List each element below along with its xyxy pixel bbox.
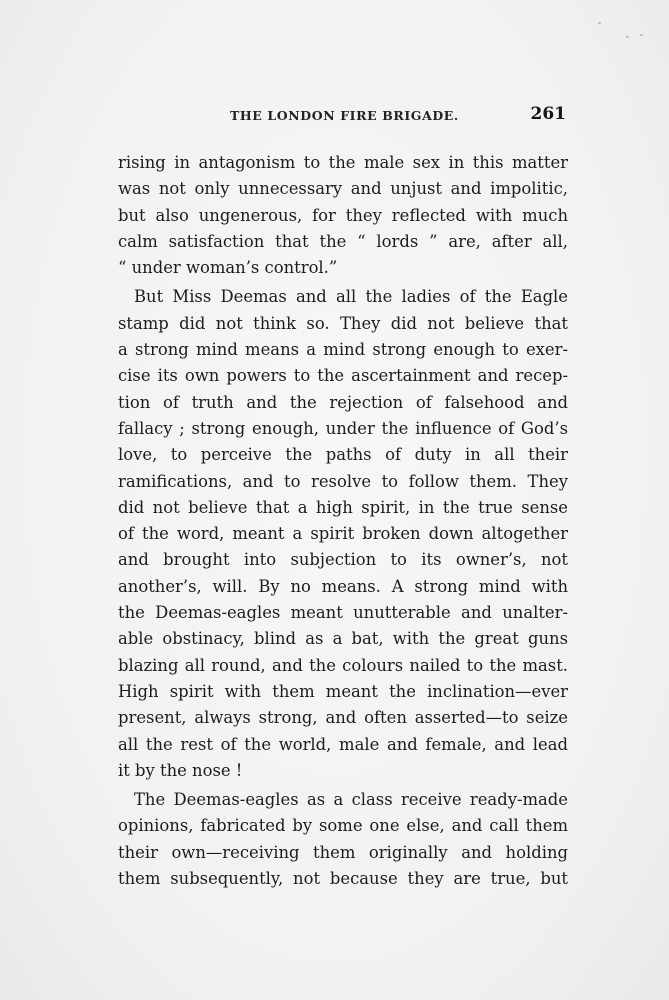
text-line: tion of truth and the rejection of falsehood and [118, 392, 568, 412]
text-line: blazing all round, and the colours nailed to the mast. [118, 655, 568, 675]
text-line: and brought into subjection to its owner’s, not [118, 550, 568, 570]
paper-speck [640, 34, 643, 36]
text-line: it by the nose ! [118, 760, 243, 780]
text-line: calm satisfaction that the “ lords ” are, after all, [118, 231, 568, 251]
text-line: “ under woman’s control.” [118, 258, 338, 278]
text-line: of the word, meant a spirit broken down altogether [118, 524, 568, 544]
page-number: 261 [530, 104, 566, 124]
text-line: did not believe that a high spirit, in the true sense [118, 497, 568, 517]
text-line: but also ungenerous, for they reflected with much [118, 205, 568, 225]
text-line: them subsequently, not because they are true, but [118, 869, 568, 889]
text-line: rising in antagonism to the male sex in this matter [118, 153, 568, 172]
text-line: But Miss Deemas and all the ladies of the Eagle [134, 287, 568, 307]
text-line: another’s, will. By no means. A strong mind with [118, 576, 568, 596]
text-line: ramifications, and to resolve to follow them. They [118, 471, 568, 491]
text-line: stamp did not think so. They did not believe that [118, 313, 568, 333]
text-line: a strong mind means a mind strong enough to exer- [118, 340, 568, 360]
text-line: able obstinacy, blind as a bat, with the great guns [118, 629, 568, 649]
page-header [118, 104, 568, 128]
text-line: High spirit with them meant the inclination—ever [118, 681, 568, 701]
body-text [118, 150, 568, 892]
text-line: was not only unnecessary and unjust and impolitic, [118, 179, 568, 199]
text-line: the Deemas-eagles meant unutterable and unalter- [118, 603, 568, 623]
text-line: their own—receiving them originally and holding [118, 842, 568, 862]
text-line: present, always strong, and often asserted—to seize [118, 708, 568, 728]
text-line: The Deemas-eagles as a class receive ready-made [134, 790, 568, 810]
text-line: love, to perceive the paths of duty in all their [118, 445, 568, 465]
text-line: all the rest of the world, male and female, and lead [118, 734, 568, 754]
paper-speck [598, 22, 601, 24]
paper-speck [626, 36, 629, 38]
text-line: cise its own powers to the ascertainment and recep- [118, 366, 568, 386]
text-line: fallacy ; strong enough, under the influence of God’s [118, 418, 568, 438]
running-title: THE LONDON FIRE BRIGADE. [230, 108, 459, 123]
text-line: opinions, fabricated by some one else, and call them [118, 816, 568, 836]
